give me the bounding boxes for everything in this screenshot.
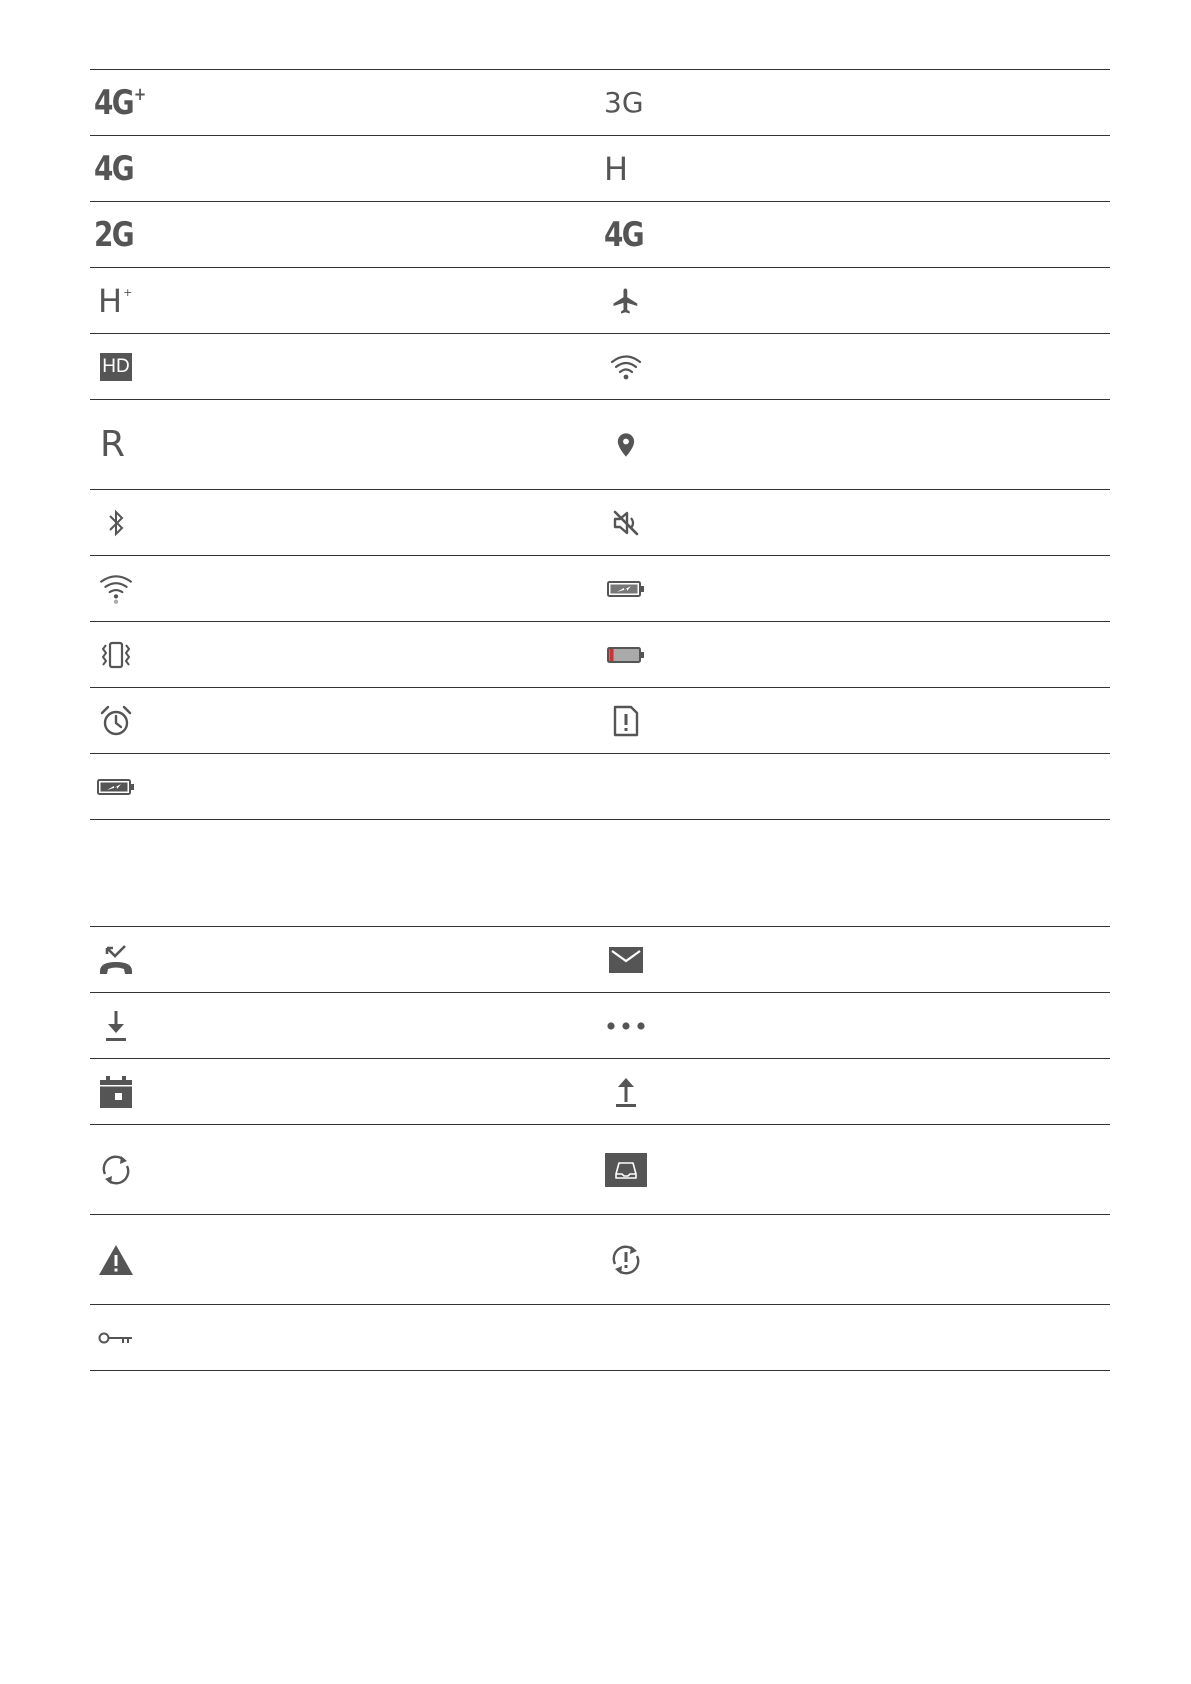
wifi-hotspot-icon xyxy=(94,567,138,611)
no-sim-card-icon xyxy=(604,699,648,743)
table-cell xyxy=(600,70,1110,135)
table-cell xyxy=(90,136,600,201)
bluetooth-icon xyxy=(94,501,138,545)
table-cell xyxy=(90,754,600,819)
table-cell xyxy=(600,1215,1110,1304)
table-cell xyxy=(600,993,1110,1058)
4g-plus-icon: 4G+ xyxy=(94,82,145,123)
table-cell xyxy=(90,1059,600,1124)
battery-charging-icon xyxy=(604,567,648,611)
roaming-icon: R xyxy=(100,424,126,465)
table-row xyxy=(90,1305,1110,1371)
table-cell xyxy=(600,268,1110,333)
table-cell xyxy=(90,688,600,753)
table-cell xyxy=(600,1059,1110,1124)
upload-icon xyxy=(604,1070,648,1114)
table-row xyxy=(90,1215,1110,1305)
storage-full-icon xyxy=(604,1148,648,1192)
table-cell xyxy=(90,556,600,621)
table-cell xyxy=(90,1305,600,1370)
table-cell xyxy=(600,1125,1110,1214)
table-row xyxy=(90,268,1110,334)
table-cell xyxy=(90,400,600,489)
table-cell xyxy=(600,927,1110,992)
table-row xyxy=(90,927,1110,993)
table-cell xyxy=(90,993,600,1058)
table-cell xyxy=(600,622,1110,687)
table-row xyxy=(90,202,1110,268)
syncing-icon xyxy=(94,1148,138,1192)
table-row xyxy=(90,993,1110,1059)
wifi-icon xyxy=(604,345,648,389)
2g-icon: 2G xyxy=(94,214,134,255)
battery-low-icon xyxy=(604,633,648,677)
table-row xyxy=(90,490,1110,556)
h-plus-icon: H+ xyxy=(98,281,133,320)
table-cell xyxy=(90,268,600,333)
missed-call-icon xyxy=(94,938,138,982)
table-cell xyxy=(600,202,1110,267)
email-icon xyxy=(604,938,648,982)
silent-mode-icon xyxy=(604,501,648,545)
table-cell xyxy=(90,1215,600,1304)
warning-icon xyxy=(94,1238,138,1282)
vpn-key-icon xyxy=(94,1316,138,1360)
airplane-mode-icon xyxy=(604,279,648,323)
table-row xyxy=(90,70,1110,136)
table-row xyxy=(90,400,1110,490)
4g-icon: 4G xyxy=(604,214,644,255)
table-cell xyxy=(600,136,1110,201)
download-icon xyxy=(94,1004,138,1048)
table-row xyxy=(90,754,1110,820)
table-cell xyxy=(600,334,1110,399)
table-cell xyxy=(90,70,600,135)
table-row xyxy=(90,556,1110,622)
4g-icon: 4G xyxy=(94,148,134,189)
table-cell xyxy=(90,1125,600,1214)
table-cell xyxy=(600,400,1110,489)
table-row xyxy=(90,688,1110,754)
hd-voice-icon: HD xyxy=(94,345,138,389)
table-row xyxy=(90,1125,1110,1215)
table-cell xyxy=(600,490,1110,555)
more-notifications-icon xyxy=(604,1004,648,1048)
3g-icon: 3G xyxy=(604,86,644,119)
h-icon: H xyxy=(604,149,629,188)
table-row xyxy=(90,622,1110,688)
alarm-icon xyxy=(94,699,138,743)
sync-failed-icon xyxy=(604,1238,648,1282)
table-cell xyxy=(90,490,600,555)
battery-full-icon xyxy=(94,765,138,809)
table-cell xyxy=(600,754,1110,819)
table-cell xyxy=(90,622,600,687)
calendar-event-icon xyxy=(94,1070,138,1114)
table-cell xyxy=(90,334,600,399)
location-icon xyxy=(604,423,648,467)
table-cell xyxy=(600,1305,1110,1370)
table-row xyxy=(90,136,1110,202)
status-icons-table xyxy=(90,69,1110,820)
table-cell xyxy=(600,688,1110,753)
vibrate-mode-icon xyxy=(94,633,138,677)
table-cell xyxy=(90,202,600,267)
notification-icons-table xyxy=(90,926,1110,1371)
table-cell xyxy=(90,927,600,992)
table-row xyxy=(90,334,1110,400)
table-row xyxy=(90,1059,1110,1125)
table-cell xyxy=(600,556,1110,621)
